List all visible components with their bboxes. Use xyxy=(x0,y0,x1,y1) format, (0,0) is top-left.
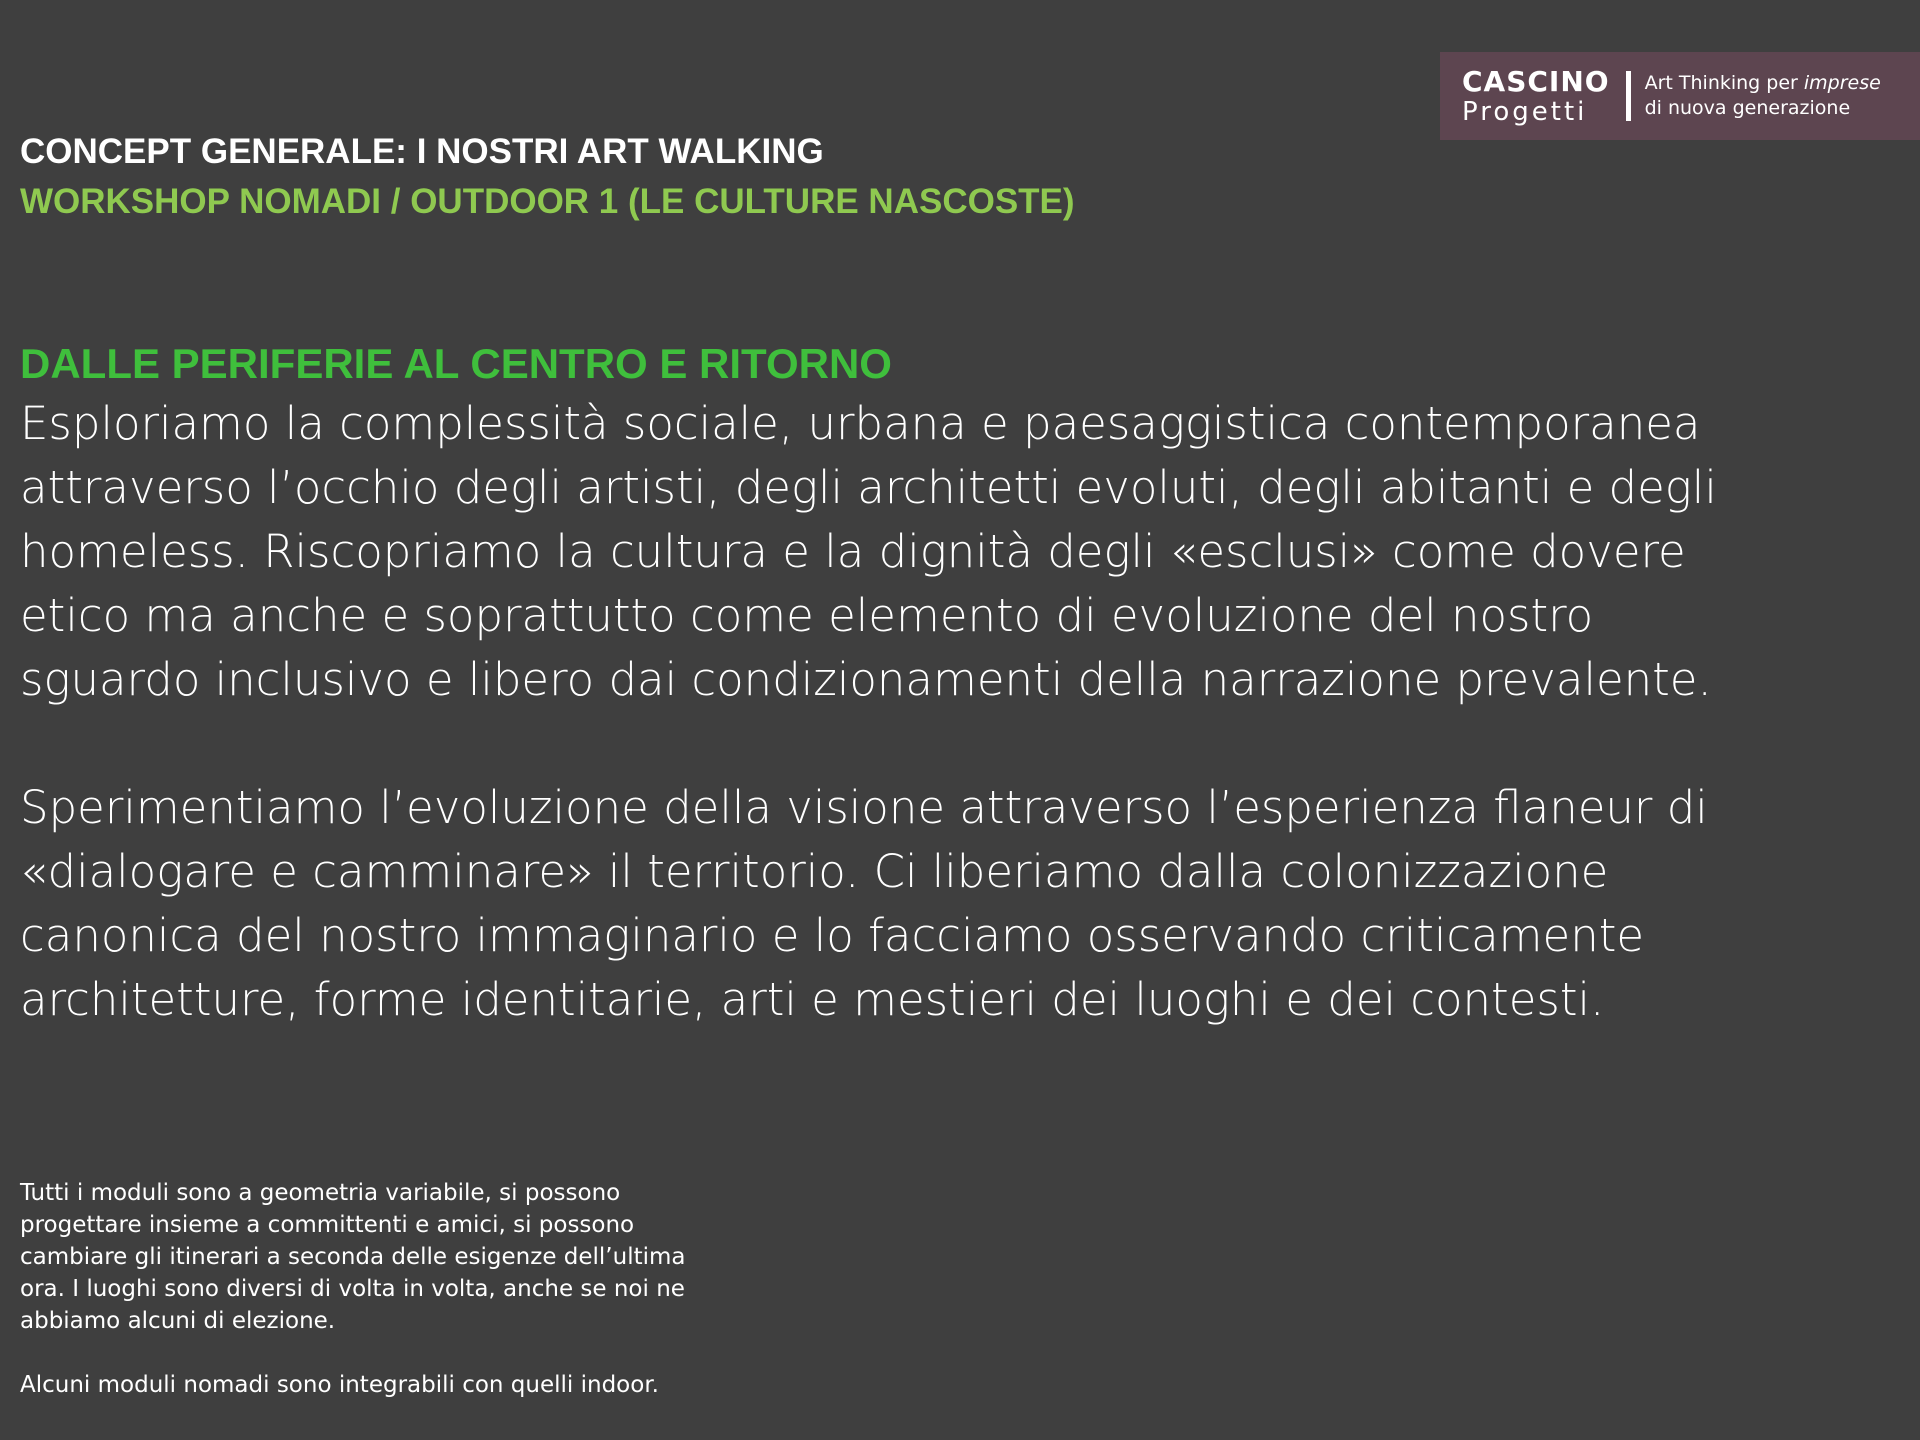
brand-tagline-line2: di nuova generazione xyxy=(1644,97,1851,119)
footnote-1 xyxy=(20,1177,686,1337)
body-line: sguardo inclusivo e libero dai condizionamenti della narrazione prevalente. xyxy=(20,653,1712,706)
footnote-line: Alcuni moduli nomadi sono integrabili con quelli indoor. xyxy=(20,1372,659,1398)
brand-tagline-prefix: Art Thinking per xyxy=(1644,72,1804,94)
footnote-2 xyxy=(20,1369,659,1401)
brand-name-line2: Progetti xyxy=(1462,96,1588,127)
body-line: architetture, forme identitarie, arti e mestieri dei luoghi e dei contesti. xyxy=(20,973,1605,1026)
section-title: DALLE PERIFERIE AL CENTRO E RITORNO xyxy=(20,340,892,387)
footnote-line: abbiamo alcuni di elezione. xyxy=(20,1308,336,1334)
body-line: canonica del nostro immaginario e lo facciamo osservando criticamente xyxy=(20,909,1645,962)
brand-tagline xyxy=(1645,71,1881,121)
brand-tagline-line1 xyxy=(1645,71,1881,96)
body-paragraph-1 xyxy=(20,392,1900,712)
body-line: etico ma anche e soprattutto come elemento di evoluzione del nostro xyxy=(20,589,1594,642)
brand-logo-box xyxy=(1440,52,1920,140)
page-title: CONCEPT GENERALE: I NOSTRI ART WALKING xyxy=(20,132,824,171)
footnote-line: cambiare gli itinerari a seconda delle esigenze dell’ultima xyxy=(20,1244,686,1270)
page-subtitle: WORKSHOP NOMADI / OUTDOOR 1 (LE CULTURE NASCOSTE) xyxy=(20,182,1075,221)
brand-name-line1: CASCINO xyxy=(1462,64,1610,98)
footnote-line: ora. I luoghi sono diversi di volta in volta, anche se noi ne xyxy=(20,1276,685,1302)
footnote-line: Tutti i moduli sono a geometria variabile, si possono xyxy=(20,1180,621,1206)
body-paragraph-2 xyxy=(20,776,1900,1032)
body-line: attraverso l’occhio degli artisti, degli architetti evoluti, degli abitanti e degli xyxy=(20,461,1717,514)
body-line: Esploriamo la complessità sociale, urbana e paesaggistica contemporanea xyxy=(20,397,1701,450)
body-line: «dialogare e camminare» il territorio. Ci liberiamo dalla colonizzazione xyxy=(20,845,1609,898)
brand-divider xyxy=(1626,71,1631,121)
footnote-line: progettare insieme a committenti e amici, si possono xyxy=(20,1212,635,1238)
body-line: homeless. Riscopriamo la cultura e la dignità degli «esclusi» come dovere xyxy=(20,525,1686,578)
brand-name xyxy=(1462,64,1610,127)
body-line: Sperimentiamo l’evoluzione della visione attraverso l’esperienza flaneur di xyxy=(20,781,1708,834)
brand-tagline-emphasis: imprese xyxy=(1803,72,1881,94)
